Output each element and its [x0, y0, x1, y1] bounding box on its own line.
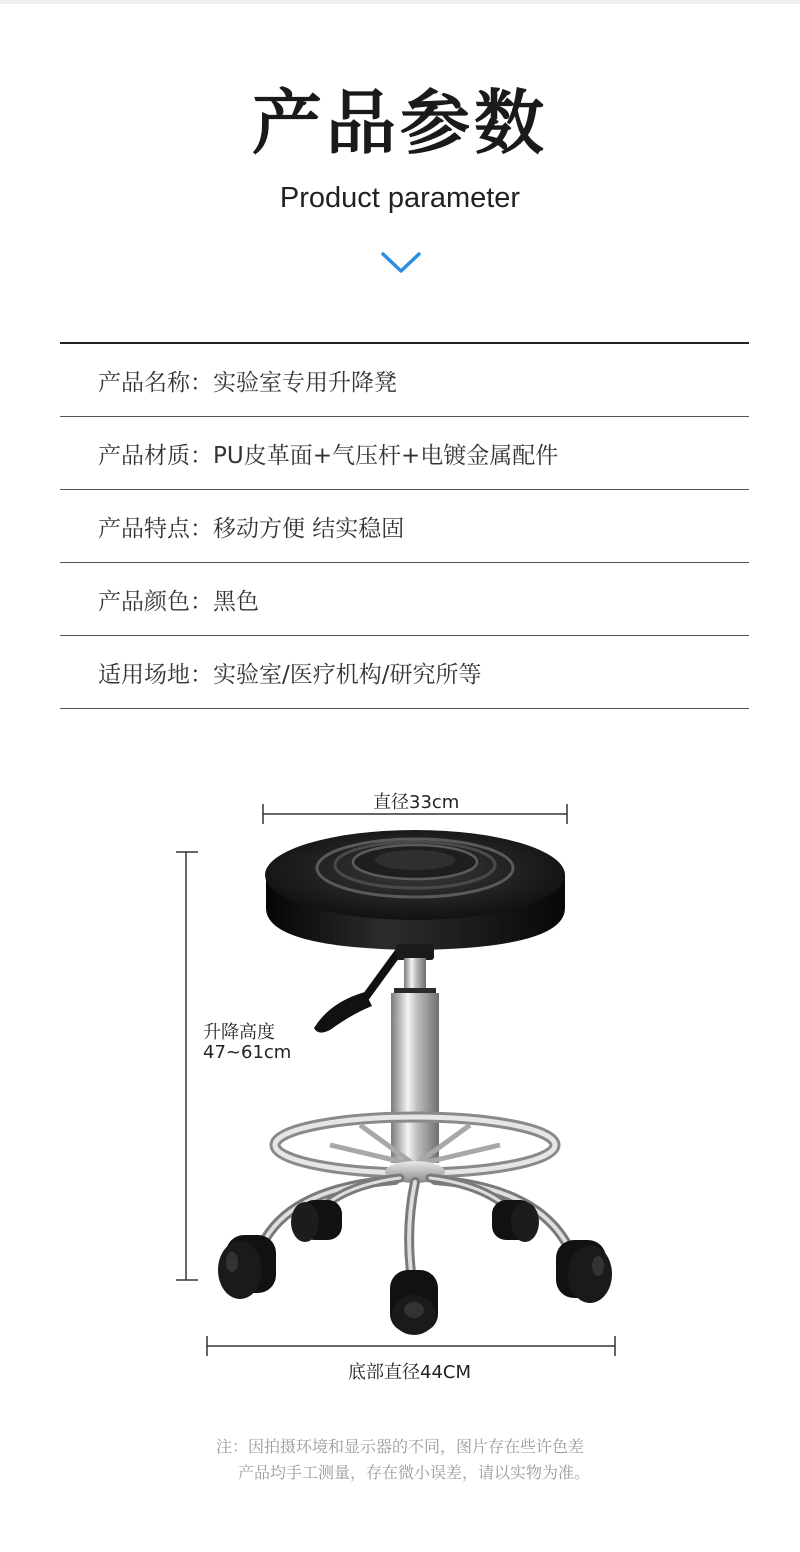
- seat-diameter-label: 直径33cm: [373, 792, 460, 813]
- note-line-1: 注：因拍摄环境和显示器的不同，图片存在些许色差: [215, 1437, 584, 1456]
- height-label: 升降高度: [203, 1022, 275, 1043]
- spec-label: 适用场地: [98, 661, 190, 688]
- disclaimer-note: [0, 1434, 800, 1486]
- stool-dimension-diagram: [0, 740, 800, 1400]
- spec-label: 产品特点: [98, 515, 190, 542]
- spec-row-features: [60, 490, 749, 563]
- seat-mechanism: [396, 944, 434, 960]
- spec-value: 移动方便 结实稳固: [213, 515, 405, 542]
- height-adjust-lever: [314, 950, 400, 1033]
- spec-row-material: [60, 417, 749, 490]
- spec-separator: ：: [190, 369, 213, 396]
- base-diameter-dimension: [207, 1336, 615, 1356]
- caster-back-right: [492, 1200, 539, 1242]
- spec-row-name: [60, 344, 749, 417]
- spec-value: PU皮革面+气压杆+电镀金属配件: [213, 442, 559, 469]
- page-subtitle: Product parameter: [279, 182, 521, 214]
- spec-separator: ：: [190, 661, 213, 688]
- spec-separator: ：: [190, 588, 213, 615]
- spec-separator: ：: [190, 442, 213, 469]
- page-title: 产品参数: [252, 82, 548, 164]
- spec-row-venue: [60, 636, 749, 709]
- caster-front-right: [556, 1240, 612, 1303]
- spec-label: 产品颜色: [98, 588, 190, 615]
- gas-cylinder: [391, 958, 439, 1163]
- spec-row-color: [60, 563, 749, 636]
- top-border: [0, 0, 800, 4]
- height-range-label: 47~61cm: [203, 1042, 292, 1063]
- spec-label: 产品材质: [98, 442, 190, 469]
- spec-separator: ：: [190, 515, 213, 542]
- stool-illustration: [0, 740, 800, 1400]
- spec-value: 黑色: [213, 588, 259, 615]
- spec-value: 实验室专用升降凳: [213, 369, 397, 396]
- caster-back-left: [291, 1200, 342, 1242]
- seat-cushion: [265, 830, 565, 950]
- caster-front-left: [218, 1235, 276, 1299]
- chevron-down-icon: [380, 250, 422, 276]
- note-line-2: 产品均手工测量，存在微小误差，请以实物为准。: [237, 1463, 590, 1482]
- spec-table: [60, 342, 749, 709]
- spec-label: 产品名称: [98, 369, 190, 396]
- caster-front-center: [390, 1270, 438, 1335]
- spec-value: 实验室/医疗机构/研究所等: [213, 661, 482, 688]
- height-dimension: [176, 852, 198, 1280]
- base-diameter-label: 底部直径44CM: [348, 1362, 472, 1383]
